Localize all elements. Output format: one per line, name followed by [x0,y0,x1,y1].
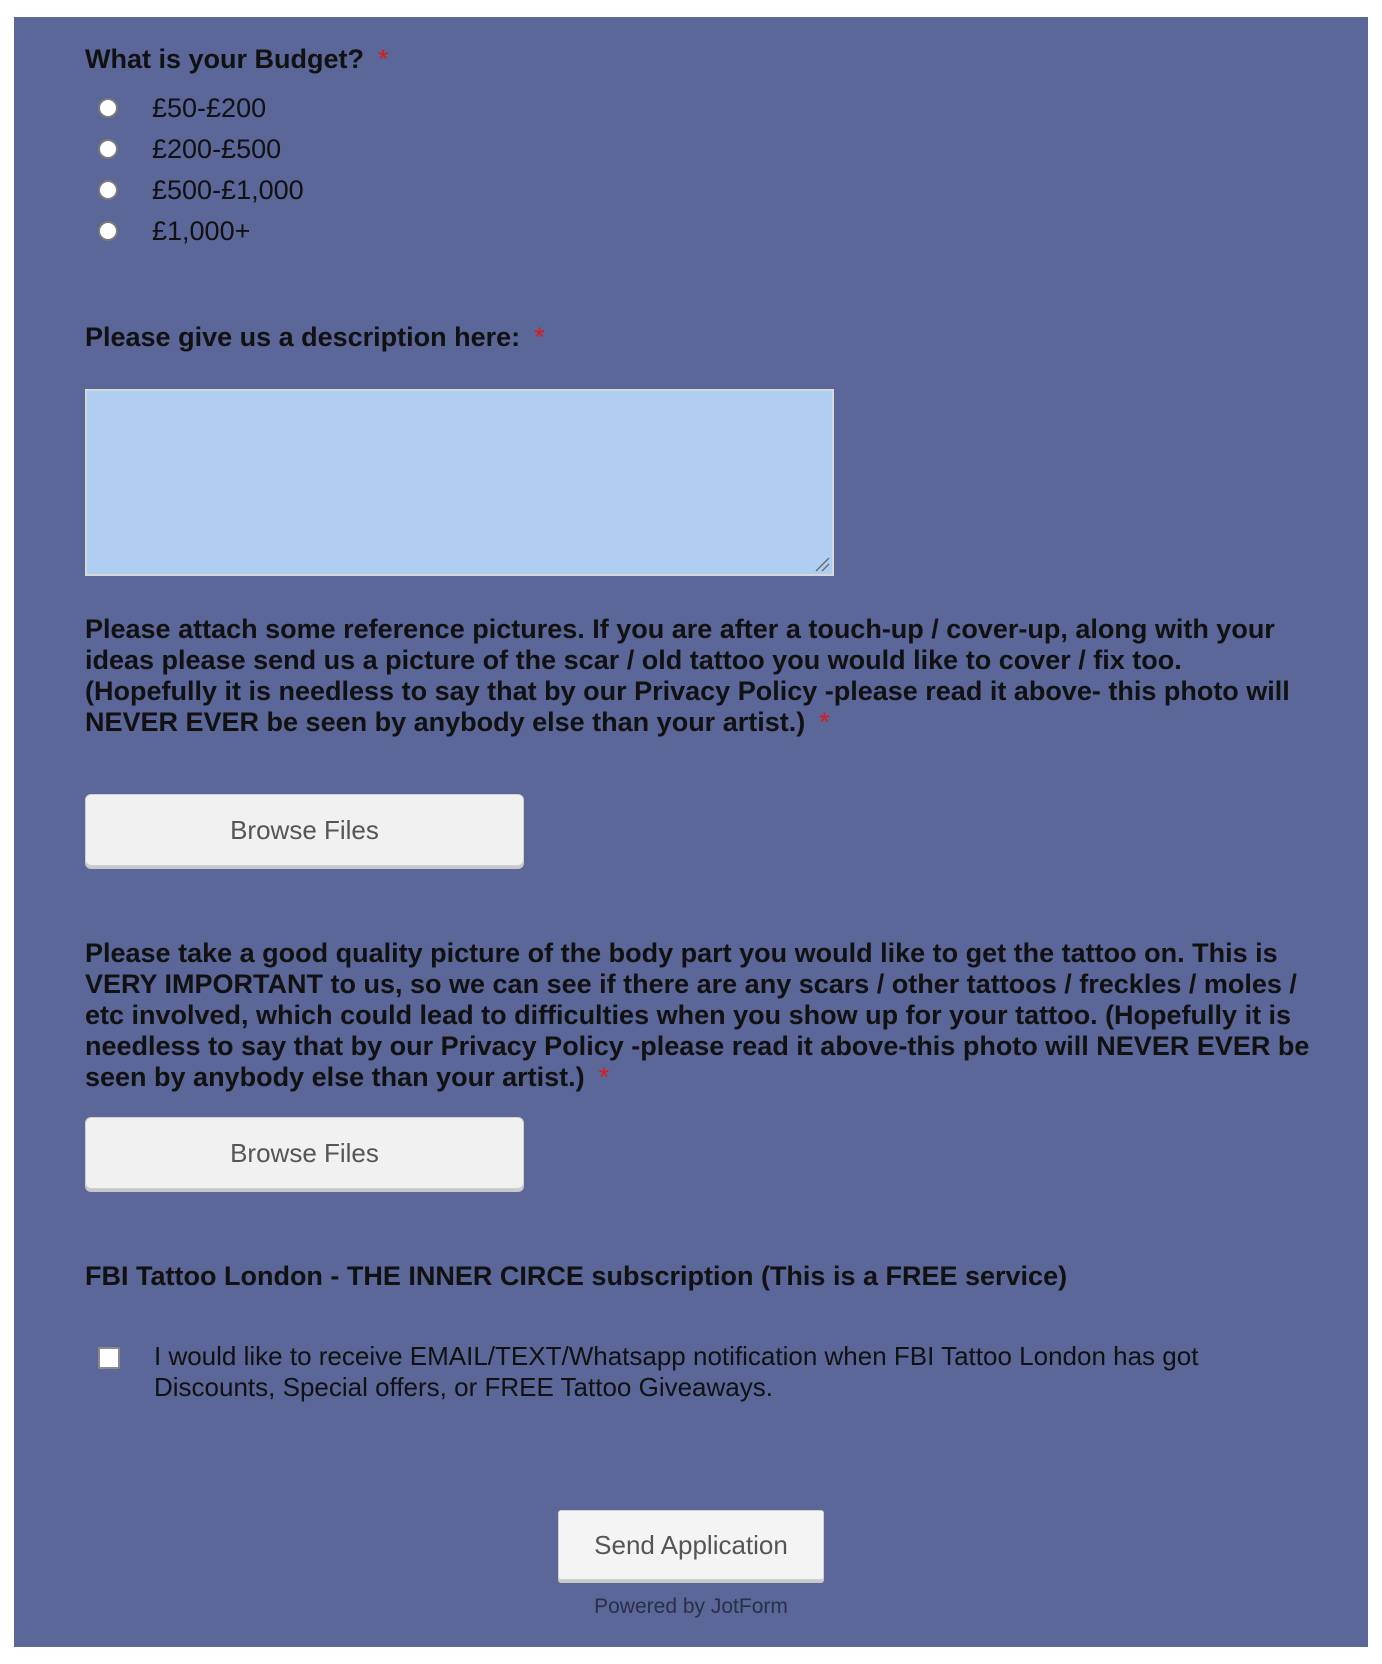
budget-option[interactable] [98,90,266,126]
budget-option-label: £200-£500 [152,133,282,164]
budget-option[interactable] [98,172,304,208]
required-mark: * [534,322,545,352]
powered-by-footer[interactable]: Powered by JotForm [594,1595,788,1618]
subscription-label: FBI Tattoo London - THE INNER CIRCE subscription (This is a FREE service) [85,1261,1068,1291]
budget-question-label [85,44,1315,75]
radio-button[interactable] [98,98,118,118]
body-part-picture-label [85,938,1315,1093]
subscription-option[interactable] [98,1341,1274,1403]
browse-files-button[interactable]: Browse Files [85,1117,524,1189]
body-part-picture-text: Please take a good quality picture of the body part you would like to get the tattoo on. This is VERY IMPORTANT to us, so we can see if there are any scars / other tattoos / freckles / moles / etc involved, which could lead to difficulties when you show up for your tattoo. (Hopefully it is needless to say that by our Privacy Policy -please read it above-this photo will NEVER EVER be seen by anybody else than your artist.) [85,938,1310,1092]
budget-question-text: What is your Budget? [85,44,364,74]
budget-option-label: £1,000+ [152,215,251,246]
resize-grip-icon[interactable] [814,556,830,572]
reference-pictures-label [85,614,1315,738]
required-mark: * [378,44,389,74]
browse-files-button[interactable]: Browse Files [85,794,524,866]
description-question-label [85,322,1315,353]
budget-option-label: £500-£1,000 [152,174,304,205]
send-application-button[interactable]: Send Application [558,1510,824,1580]
subscription-checkbox[interactable] [98,1347,120,1369]
required-mark: * [819,707,830,737]
description-textarea[interactable] [85,389,834,576]
budget-option-label: £50-£200 [152,92,267,123]
subscription-checkbox-label: I would like to receive EMAIL/TEXT/Whatsapp notification when FBI Tattoo London has got Discounts, Special offers, or FREE Tattoo Giveaways. [154,1341,1199,1402]
budget-option[interactable] [98,213,250,249]
required-mark: * [598,1062,610,1092]
radio-button[interactable] [98,221,118,241]
description-question-text: Please give us a description here: [85,322,521,352]
application-form [14,17,1368,1647]
radio-button[interactable] [98,139,118,159]
budget-option[interactable] [98,131,281,167]
reference-pictures-text: Please attach some reference pictures. If you are after a touch-up / cover-up, along with your ideas please send us a picture of the scar / old tattoo you would like to cover / fix too. (Hopefully it is needless to say that by our Privacy Policy -please read it above- this photo will NEVER EVER be seen by anybody else than your artist.) [85,614,1290,737]
radio-button[interactable] [98,180,118,200]
